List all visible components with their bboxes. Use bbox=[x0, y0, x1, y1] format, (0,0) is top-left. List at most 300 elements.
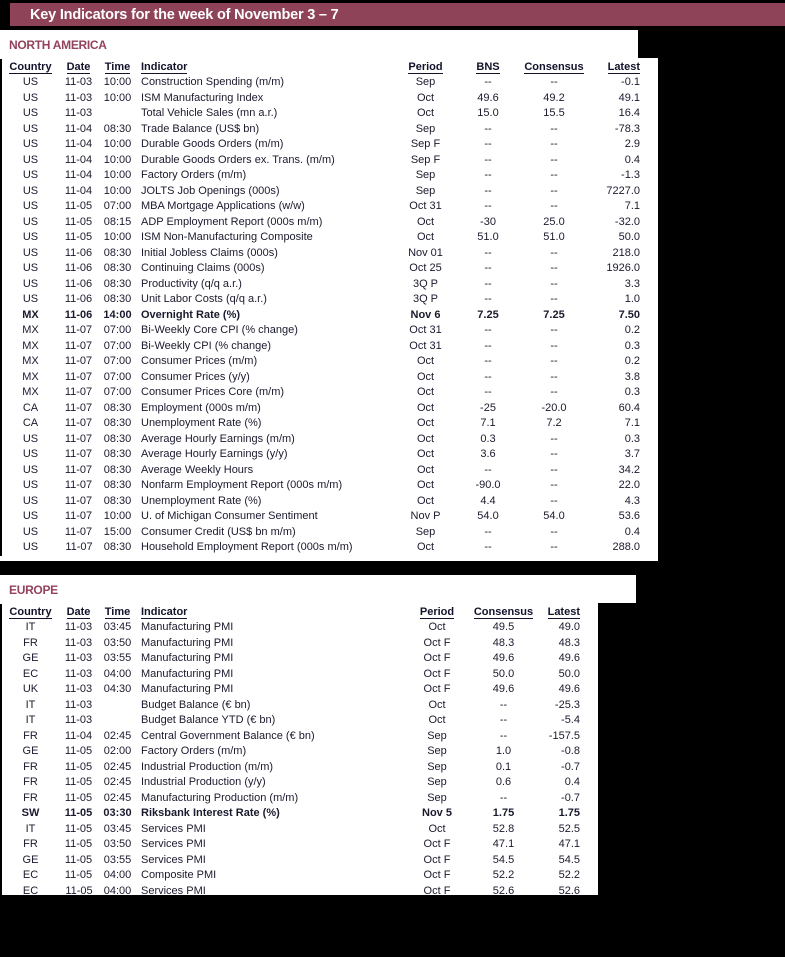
table-row bbox=[1, 323, 651, 339]
cell-latest: 22.0 bbox=[618, 479, 640, 491]
cell-latest: 3.7 bbox=[624, 448, 640, 460]
cell-period: Oct bbox=[416, 91, 435, 104]
cell-time: 04:00 bbox=[103, 667, 132, 680]
cell-consensus: -- bbox=[550, 293, 558, 305]
cell-consensus: 47.1 bbox=[492, 838, 515, 850]
cell-period: Oct bbox=[416, 107, 435, 119]
cell-consensus: 49.6 bbox=[492, 652, 515, 664]
cell-period: Oct bbox=[428, 698, 446, 711]
cell-latest: 3.3 bbox=[624, 277, 640, 290]
cell-latest: 54.5 bbox=[558, 853, 580, 866]
cell-date: 11-05 bbox=[64, 791, 93, 804]
cell-indicator: Industrial Production (y/y) bbox=[141, 776, 266, 788]
cell-consensus: -- bbox=[550, 122, 558, 135]
cell-indicator: Manufacturing PMI bbox=[141, 683, 234, 695]
cell-indicator: Manufacturing PMI bbox=[141, 621, 234, 633]
table-row bbox=[1, 744, 591, 760]
cell-date: 11-07 bbox=[65, 541, 93, 553]
cell-indicator: Employment (000s m/m) bbox=[141, 401, 261, 414]
cell-bns: -- bbox=[484, 355, 492, 367]
cell-bns: -25 bbox=[480, 401, 496, 414]
table-header-row bbox=[1, 59, 651, 75]
cell-indicator: Unemployment Rate (%) bbox=[141, 417, 262, 429]
cell-consensus: 0.1 bbox=[495, 760, 512, 773]
cell-indicator: Manufacturing PMI bbox=[141, 636, 234, 649]
cell-consensus: -- bbox=[499, 729, 508, 742]
cell-latest: 7227.0 bbox=[606, 184, 640, 197]
cell-indicator: Unemployment Rate (%) bbox=[141, 494, 262, 507]
cell-bns: 15.0 bbox=[477, 107, 499, 119]
cell-period: 3Q P bbox=[412, 293, 439, 305]
cell-date: 11-07 bbox=[64, 401, 93, 414]
cell-country: US bbox=[22, 262, 39, 274]
cell-indicator: ISM Non-Manufacturing Composite bbox=[141, 231, 313, 243]
cell-country: MX bbox=[22, 386, 39, 398]
cell-consensus: -20.0 bbox=[541, 401, 567, 414]
cell-time bbox=[99, 713, 136, 729]
cell-time: 10:00 bbox=[103, 76, 132, 88]
cell-period: Sep bbox=[415, 169, 436, 181]
cell-country: US bbox=[22, 91, 39, 104]
cell-country: US bbox=[22, 277, 39, 290]
cell-time: 10:00 bbox=[103, 169, 132, 181]
cell-country: MX bbox=[22, 308, 39, 321]
cell-bns: -- bbox=[484, 200, 492, 212]
cell-date: 11-04 bbox=[64, 153, 93, 166]
cell-bns: -- bbox=[484, 169, 492, 181]
cell-date: 11-05 bbox=[64, 745, 93, 757]
table-row bbox=[1, 277, 651, 293]
cell-consensus: -- bbox=[550, 541, 558, 553]
cell-bns: 3.6 bbox=[480, 448, 496, 460]
cell-indicator: Services PMI bbox=[141, 853, 206, 866]
cell-time: 07:00 bbox=[103, 324, 132, 336]
cell-country: IT bbox=[25, 714, 36, 726]
cell-bns: 7.1 bbox=[480, 417, 496, 429]
cell-country: MX bbox=[22, 370, 39, 383]
cell-consensus: 15.5 bbox=[543, 107, 565, 119]
cell-date: 11-07 bbox=[64, 386, 93, 398]
cell-latest: 60.4 bbox=[618, 401, 640, 414]
cell-date: 11-07 bbox=[64, 479, 93, 491]
cell-indicator: Productivity (q/q a.r.) bbox=[141, 277, 242, 290]
cell-consensus: -- bbox=[550, 324, 558, 336]
cell-country: US bbox=[22, 432, 39, 445]
cell-indicator: U. of Michigan Consumer Sentiment bbox=[141, 510, 318, 522]
cell-country: EC bbox=[22, 869, 39, 881]
cell-consensus: -- bbox=[550, 153, 558, 166]
cell-country: US bbox=[22, 231, 39, 243]
cell-latest: 52.6 bbox=[558, 884, 580, 897]
section-heading-europe: EUROPE bbox=[9, 583, 58, 597]
cell-latest: -25.3 bbox=[554, 698, 580, 711]
cell-country: CA bbox=[22, 401, 39, 414]
cell-consensus: -- bbox=[550, 463, 558, 476]
cell-indicator: Services PMI bbox=[141, 884, 206, 897]
cell-period: Oct 31 bbox=[409, 200, 442, 212]
cell-country: EC bbox=[22, 884, 39, 897]
cell-latest: 0.3 bbox=[624, 386, 640, 398]
cell-indicator: Consumer Credit (US$ bn m/m) bbox=[141, 525, 296, 538]
cell-country: FR bbox=[23, 791, 38, 804]
table-row bbox=[1, 122, 651, 138]
cell-time bbox=[99, 106, 136, 122]
cell-consensus: 51.0 bbox=[543, 231, 565, 243]
cell-period: Oct bbox=[416, 463, 435, 476]
cell-time: 03:45 bbox=[103, 822, 132, 835]
table-row bbox=[1, 416, 651, 432]
cell-latest: 34.2 bbox=[618, 463, 640, 476]
column-header-consensus: Consensus bbox=[524, 61, 584, 73]
cell-indicator: Nonfarm Employment Report (000s m/m) bbox=[141, 479, 343, 491]
cell-period: Nov 6 bbox=[410, 308, 441, 321]
table-row bbox=[1, 168, 651, 184]
table-row bbox=[1, 651, 591, 667]
cell-date: 11-07 bbox=[64, 525, 93, 538]
cell-indicator: Continuing Claims (000s) bbox=[141, 262, 265, 274]
table-row bbox=[1, 620, 591, 636]
table-row bbox=[1, 525, 651, 541]
cell-period: Sep bbox=[415, 184, 436, 197]
cell-date: 11-07 bbox=[64, 324, 93, 336]
cell-latest: -0.7 bbox=[561, 791, 580, 804]
cell-date: 11-03 bbox=[64, 91, 93, 104]
cell-consensus: -- bbox=[550, 525, 558, 538]
cell-date: 11-05 bbox=[64, 760, 93, 773]
cell-consensus: 54.0 bbox=[543, 510, 565, 522]
cell-time: 03:30 bbox=[103, 807, 132, 819]
cell-time: 07:00 bbox=[103, 200, 132, 212]
cell-latest: -0.8 bbox=[561, 745, 580, 757]
table-row bbox=[1, 667, 591, 683]
cell-bns: -- bbox=[484, 339, 492, 352]
cell-country: US bbox=[22, 169, 39, 181]
cell-indicator: Budget Balance YTD (€ bn) bbox=[141, 714, 276, 726]
cell-date: 11-05 bbox=[64, 776, 93, 788]
cell-bns: -- bbox=[484, 541, 492, 553]
cell-period: Oct bbox=[428, 714, 446, 726]
cell-date: 11-04 bbox=[64, 729, 93, 742]
column-header-date: Date bbox=[66, 61, 91, 73]
cell-time: 08:30 bbox=[103, 417, 132, 429]
column-header-period: Period bbox=[419, 606, 455, 618]
cell-consensus: -- bbox=[550, 169, 558, 181]
cell-country: FR bbox=[23, 636, 38, 649]
cell-period: Oct bbox=[416, 494, 435, 507]
cell-bns: 0.3 bbox=[480, 432, 496, 445]
table-row bbox=[1, 868, 591, 884]
cell-date: 11-04 bbox=[64, 169, 93, 181]
cell-consensus: 25.0 bbox=[543, 215, 565, 228]
cell-country: GE bbox=[22, 652, 39, 664]
cell-indicator: Manufacturing PMI bbox=[141, 667, 234, 680]
cell-consensus: -- bbox=[550, 200, 558, 212]
cell-consensus: 48.3 bbox=[492, 636, 515, 649]
cell-time: 08:30 bbox=[103, 541, 132, 553]
column-header-time: Time bbox=[104, 606, 131, 618]
cell-time: 08:15 bbox=[103, 215, 132, 228]
cell-latest: 1926.0 bbox=[606, 262, 640, 274]
cell-time: 02:00 bbox=[103, 745, 132, 757]
table-row bbox=[1, 822, 591, 838]
cell-period: Oct bbox=[416, 386, 435, 398]
cell-latest: 49.1 bbox=[618, 91, 640, 104]
cell-indicator: Total Vehicle Sales (mn a.r.) bbox=[141, 107, 278, 119]
cell-period: Oct F bbox=[423, 869, 451, 881]
cell-period: Sep bbox=[427, 729, 447, 742]
cell-consensus: 52.2 bbox=[492, 869, 515, 881]
column-header-country: Country bbox=[9, 61, 52, 73]
cell-consensus: 54.5 bbox=[492, 853, 515, 866]
cell-country: IT bbox=[25, 822, 36, 835]
cell-latest: 0.3 bbox=[624, 432, 640, 445]
cell-latest: 3.8 bbox=[624, 370, 640, 383]
column-header-indicator: Indicator bbox=[141, 606, 188, 618]
cell-period: Oct bbox=[416, 401, 435, 414]
table-header-row bbox=[1, 604, 591, 620]
cell-period: Oct bbox=[416, 417, 435, 429]
cell-time: 03:50 bbox=[103, 636, 132, 649]
cell-period: Oct bbox=[428, 621, 446, 633]
cell-latest: 1.75 bbox=[558, 807, 580, 819]
cell-indicator: Services PMI bbox=[141, 822, 206, 835]
cell-country: GE bbox=[22, 853, 39, 866]
cell-indicator: Manufacturing Production (m/m) bbox=[141, 791, 299, 804]
table-row bbox=[1, 137, 651, 153]
cell-latest: -1.3 bbox=[621, 169, 640, 181]
cell-date: 11-06 bbox=[64, 262, 93, 274]
cell-indicator: Average Weekly Hours bbox=[141, 463, 254, 476]
cell-bns: -- bbox=[484, 153, 492, 166]
cell-country: US bbox=[22, 463, 39, 476]
cell-country: SW bbox=[21, 807, 40, 819]
section-heading-north-america: NORTH AMERICA bbox=[9, 38, 107, 52]
cell-bns: -30 bbox=[480, 215, 496, 228]
cell-time: 10:00 bbox=[103, 231, 132, 243]
cell-bns: 51.0 bbox=[477, 231, 499, 243]
cell-date: 11-07 bbox=[64, 463, 93, 476]
cell-latest: 0.4 bbox=[624, 153, 640, 166]
cell-period: Oct F bbox=[423, 636, 451, 649]
cell-country: US bbox=[22, 448, 39, 460]
cell-latest: 7.1 bbox=[624, 200, 640, 212]
cell-time: 04:00 bbox=[103, 869, 132, 881]
table-row bbox=[1, 370, 651, 386]
cell-time: 14:00 bbox=[103, 308, 132, 321]
cell-indicator: Factory Orders (m/m) bbox=[141, 169, 247, 181]
cell-country: US bbox=[22, 510, 39, 522]
cell-date: 11-04 bbox=[64, 138, 93, 150]
cell-time: 07:00 bbox=[103, 355, 132, 367]
cell-time: 08:30 bbox=[103, 262, 132, 274]
cell-consensus: 1.75 bbox=[492, 807, 515, 819]
cell-consensus: -- bbox=[550, 339, 558, 352]
cell-bns: -- bbox=[484, 293, 492, 305]
table-row bbox=[1, 215, 651, 231]
cell-consensus: -- bbox=[499, 791, 508, 804]
cell-latest: 50.0 bbox=[558, 667, 580, 680]
table-row bbox=[1, 478, 651, 494]
cell-time: 02:45 bbox=[103, 729, 132, 742]
cell-latest: 50.0 bbox=[618, 231, 640, 243]
cell-bns: -- bbox=[484, 324, 492, 336]
cell-date: 11-06 bbox=[64, 246, 93, 259]
cell-country: US bbox=[22, 76, 39, 88]
cell-time: 15:00 bbox=[103, 525, 132, 538]
cell-date: 11-04 bbox=[64, 122, 93, 135]
cell-indicator: MBA Mortgage Applications (w/w) bbox=[141, 200, 305, 212]
cell-country: US bbox=[22, 246, 39, 259]
cell-latest: 4.3 bbox=[624, 494, 640, 507]
cell-date: 11-06 bbox=[64, 293, 93, 305]
cell-country: US bbox=[22, 541, 39, 553]
cell-period: Sep bbox=[415, 76, 436, 88]
cell-consensus: -- bbox=[499, 698, 508, 711]
cell-indicator: Manufacturing PMI bbox=[141, 652, 234, 664]
cell-bns: -- bbox=[484, 76, 492, 88]
cell-indicator: ISM Manufacturing Index bbox=[141, 91, 264, 104]
cell-time: 08:30 bbox=[103, 246, 132, 259]
table-row bbox=[1, 153, 651, 169]
europe-indicators-table bbox=[0, 604, 591, 899]
cell-time: 02:45 bbox=[103, 791, 132, 804]
table-row bbox=[1, 837, 591, 853]
cell-indicator: Initial Jobless Claims (000s) bbox=[141, 246, 278, 259]
cell-indicator: Composite PMI bbox=[141, 869, 217, 881]
cell-time: 10:00 bbox=[103, 138, 132, 150]
cell-indicator: Average Hourly Earnings (m/m) bbox=[141, 432, 295, 445]
table-row bbox=[1, 354, 651, 370]
cell-country: GE bbox=[22, 745, 39, 757]
cell-latest: 49.6 bbox=[558, 683, 580, 695]
cell-period: Sep F bbox=[410, 138, 441, 150]
column-header-time: Time bbox=[104, 61, 131, 73]
page-title: Key Indicators for the week of November 3 – 7 bbox=[30, 6, 339, 23]
cell-indicator: JOLTS Job Openings (000s) bbox=[141, 184, 280, 197]
cell-period: Sep bbox=[427, 776, 447, 788]
cell-date: 11-06 bbox=[64, 308, 93, 321]
cell-time: 08:30 bbox=[103, 401, 132, 414]
column-header-latest: Latest bbox=[607, 61, 640, 73]
cell-period: Sep F bbox=[410, 153, 441, 166]
table-row bbox=[1, 385, 651, 401]
table-row bbox=[1, 509, 651, 525]
cell-indicator: Bi-Weekly CPI (% change) bbox=[141, 339, 272, 352]
cell-date: 11-03 bbox=[64, 107, 93, 119]
cell-consensus: 0.6 bbox=[495, 776, 512, 788]
cell-country: IT bbox=[25, 621, 36, 633]
cell-time: 10:00 bbox=[103, 184, 132, 197]
table-row bbox=[1, 91, 651, 107]
cell-bns: -- bbox=[484, 262, 492, 274]
cell-time: 08:30 bbox=[103, 494, 132, 507]
cell-consensus: 49.6 bbox=[492, 683, 515, 695]
cell-indicator: Household Employment Report (000s m/m) bbox=[141, 541, 353, 553]
cell-consensus: 49.2 bbox=[543, 91, 565, 104]
cell-indicator: Unit Labor Costs (q/q a.r.) bbox=[141, 293, 267, 305]
cell-indicator: Durable Goods Orders ex. Trans. (m/m) bbox=[141, 153, 335, 166]
cell-date: 11-05 bbox=[64, 822, 93, 835]
cell-consensus: -- bbox=[550, 138, 558, 150]
cell-period: Nov 5 bbox=[422, 807, 452, 819]
cell-time: 10:00 bbox=[103, 510, 132, 522]
cell-country: MX bbox=[22, 339, 39, 352]
north-america-table-body bbox=[1, 75, 651, 556]
cell-bns: -- bbox=[484, 184, 492, 197]
cell-indicator: ADP Employment Report (000s m/m) bbox=[141, 215, 323, 228]
cell-latest: 218.0 bbox=[612, 246, 640, 259]
cell-latest: -0.1 bbox=[621, 76, 640, 88]
cell-date: 11-05 bbox=[64, 215, 93, 228]
cell-bns: -- bbox=[484, 277, 492, 290]
column-header-date: Date bbox=[66, 606, 91, 618]
cell-consensus: -- bbox=[550, 76, 558, 88]
cell-latest: 0.2 bbox=[624, 324, 640, 336]
cell-consensus: -- bbox=[550, 262, 558, 274]
table-row bbox=[1, 729, 591, 745]
cell-consensus: -- bbox=[499, 714, 508, 726]
cell-consensus: 52.8 bbox=[492, 822, 515, 835]
cell-consensus: -- bbox=[550, 386, 558, 398]
cell-latest: 7.1 bbox=[624, 417, 640, 429]
cell-period: Oct F bbox=[423, 652, 451, 664]
cell-period: Oct bbox=[416, 479, 435, 491]
cell-period: Sep bbox=[427, 791, 447, 804]
cell-period: 3Q P bbox=[412, 277, 439, 290]
cell-time: 08:30 bbox=[103, 448, 132, 460]
cell-latest: 52.5 bbox=[558, 822, 580, 835]
cell-time: 03:45 bbox=[103, 621, 132, 633]
table-row bbox=[1, 308, 651, 324]
column-header-period: Period bbox=[408, 61, 443, 73]
cell-time: 10:00 bbox=[103, 153, 132, 166]
cell-latest: -78.3 bbox=[614, 122, 640, 135]
cell-country: US bbox=[22, 153, 39, 166]
cell-indicator: Consumer Prices (m/m) bbox=[141, 355, 258, 367]
cell-bns: 4.4 bbox=[480, 494, 496, 507]
cell-period: Sep bbox=[415, 122, 436, 135]
cell-country: EC bbox=[22, 667, 39, 680]
table-row bbox=[1, 106, 651, 122]
cell-latest: 0.4 bbox=[624, 525, 640, 538]
cell-consensus: -- bbox=[550, 494, 558, 507]
cell-latest: 49.6 bbox=[558, 652, 580, 664]
cell-time: 08:30 bbox=[103, 277, 132, 290]
table-row bbox=[1, 760, 591, 776]
cell-indicator: Average Hourly Earnings (y/y) bbox=[141, 448, 288, 460]
cell-date: 11-05 bbox=[64, 869, 93, 881]
column-header-latest: Latest bbox=[547, 606, 580, 618]
cell-consensus: 7.2 bbox=[546, 417, 562, 429]
cell-indicator: Services PMI bbox=[141, 838, 206, 850]
table-row bbox=[1, 401, 651, 417]
cell-date: 11-05 bbox=[64, 231, 93, 243]
cell-date: 11-07 bbox=[64, 370, 93, 383]
cell-period: Nov P bbox=[410, 510, 441, 522]
cell-date: 11-07 bbox=[64, 494, 93, 507]
cell-date: 11-03 bbox=[64, 621, 93, 633]
table-row bbox=[1, 540, 651, 556]
cell-date: 11-03 bbox=[64, 636, 93, 649]
cell-date: 11-05 bbox=[64, 853, 93, 866]
document-title-bar bbox=[10, 3, 785, 26]
cell-time: 08:30 bbox=[103, 432, 132, 445]
cell-period: Oct bbox=[416, 215, 435, 228]
cell-indicator: Bi-Weekly Core CPI (% change) bbox=[141, 324, 298, 336]
cell-latest: 0.3 bbox=[624, 339, 640, 352]
cell-date: 11-03 bbox=[64, 683, 93, 695]
table-row bbox=[1, 199, 651, 215]
